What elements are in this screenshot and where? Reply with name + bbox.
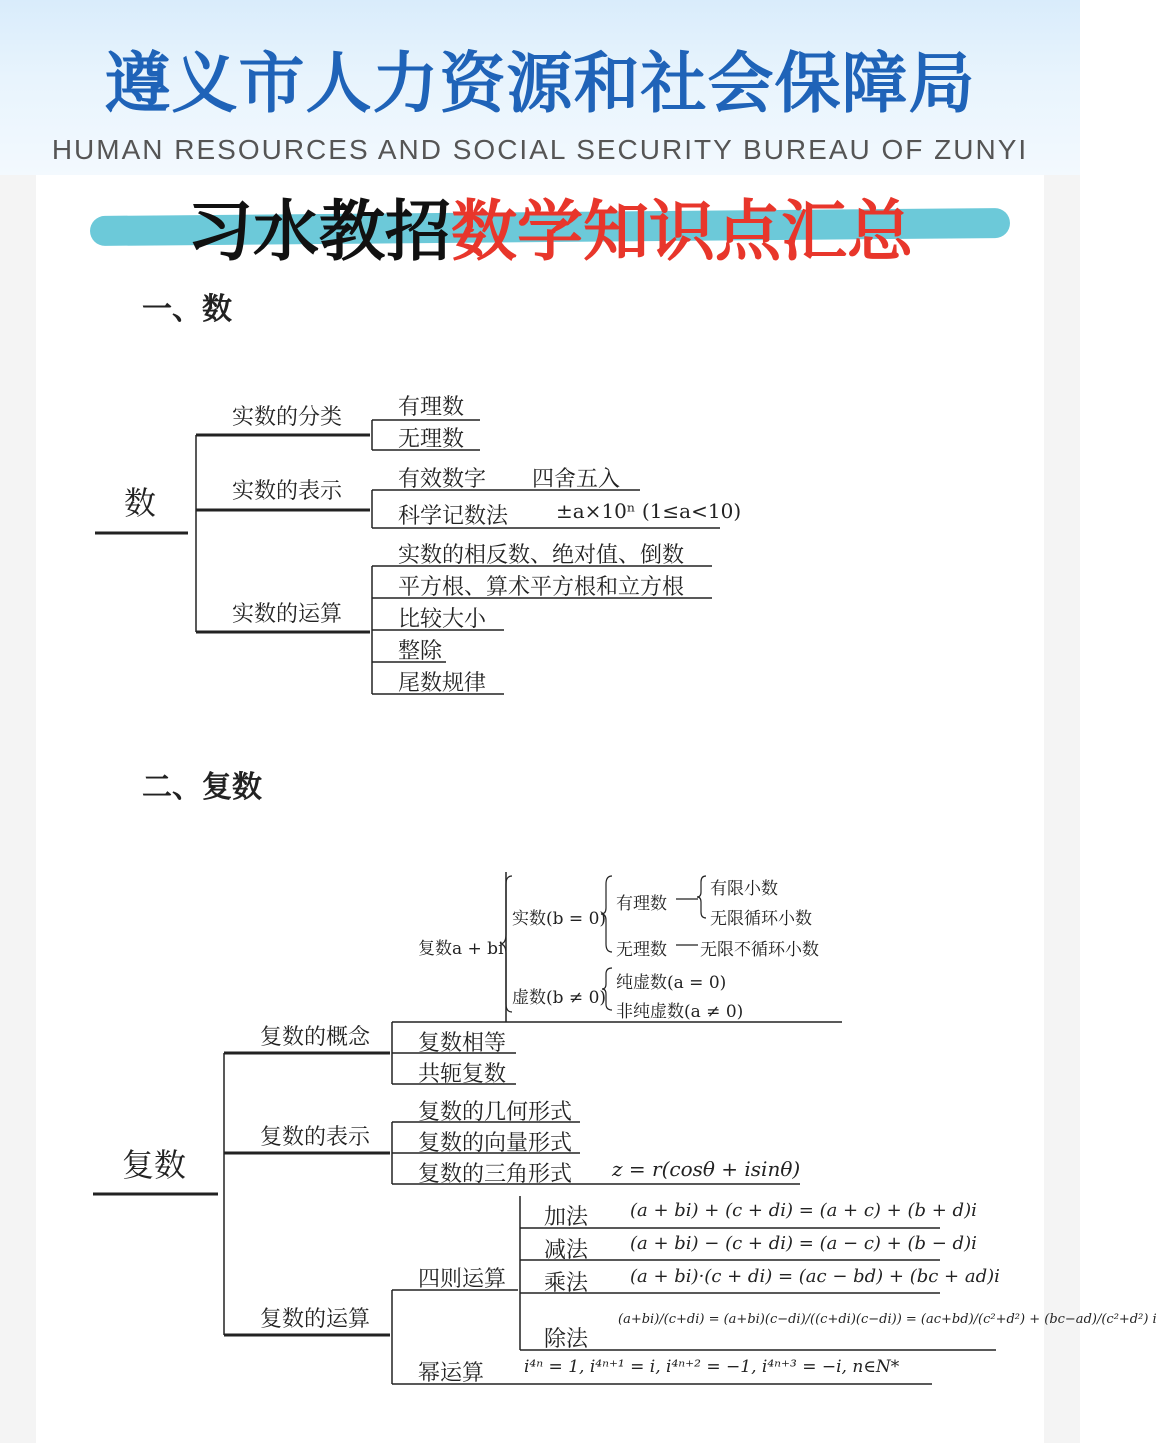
section-heading-number: 一、数 (142, 292, 232, 327)
leaf-op-4: 整除 (398, 639, 443, 664)
node-complex-represent: 复数的表示 (260, 1125, 371, 1150)
formula-power: i⁴ⁿ = 1, i⁴ⁿ⁺¹ = i, i⁴ⁿ⁺² = −1, i⁴ⁿ⁺³ = −i, n∈N* (524, 1357, 900, 1377)
tree-complex: 复数a + bi (418, 939, 504, 959)
tree-repeating-decimal: 无限循环小数 (710, 909, 812, 929)
formula-multiplication: (a + bi)·(c + di) = (ac − bd) + (bc + ad)i (630, 1266, 1000, 1287)
leaf-division: 除法 (544, 1327, 589, 1352)
tree-pure-imaginary: 纯虚数(a = 0) (616, 973, 727, 993)
title-part-black: 习水教招 (187, 193, 451, 270)
leaf-addition: 加法 (544, 1205, 589, 1230)
leaf-conjugate: 共轭复数 (418, 1062, 507, 1087)
tree-finite-decimal: 有限小数 (710, 879, 778, 899)
leaf-significant-figures: 有效数字 (398, 467, 487, 492)
formula-division: (a+bi)/(c+di) = (a+bi)(c−di)/((c+di)(c−di)) = (ac+bd)/(c²+d²) + (bc−ad)/(c²+d²) i (618, 1312, 1157, 1327)
formula-trig: z = r(cosθ + isinθ) (612, 1157, 801, 1181)
organization-name-en: HUMAN RESOURCES AND SOCIAL SECURITY BUREAU OF ZUNYI (51, 134, 1029, 165)
section-heading-complex: 二、复数 (142, 770, 262, 805)
leaf-subtraction: 减法 (544, 1238, 589, 1263)
leaf-rational: 有理数 (398, 395, 465, 420)
leaf-vector-form: 复数的向量形式 (418, 1131, 573, 1156)
leaf-op-3: 比较大小 (398, 607, 487, 632)
tree-nonrepeating-decimal: 无限不循环小数 (700, 940, 819, 960)
tree-imaginary: 虚数(b ≠ 0) (512, 988, 607, 1008)
node-complex-concept: 复数的概念 (260, 1025, 371, 1050)
leaf-irrational: 无理数 (398, 427, 465, 452)
organization-name-cn: 遵义市人力资源和社会保障局 (104, 45, 976, 122)
title-part-red: 数学知识点汇总 (451, 193, 913, 270)
tree-rational: 有理数 (616, 894, 667, 914)
tree-irrational: 无理数 (616, 940, 667, 960)
leaf-complex-equality: 复数相等 (418, 1031, 507, 1056)
leaf-op-2: 平方根、算术平方根和立方根 (398, 575, 685, 600)
leaf-op-5: 尾数规律 (398, 671, 487, 696)
leaf-trig-form: 复数的三角形式 (418, 1162, 573, 1187)
leaf-multiplication: 乘法 (544, 1271, 589, 1296)
tree-real: 实数(b = 0) (512, 909, 607, 929)
formula-subtraction: (a + bi) − (c + di) = (a − c) + (b − d)i (630, 1233, 977, 1254)
tree-nonpure-imaginary: 非纯虚数(a ≠ 0) (616, 1002, 744, 1022)
formula-scientific: ±a×10ⁿ (1≤a<10) (556, 499, 742, 523)
root-node-number: 数 (124, 484, 157, 522)
leaf-power: 幂运算 (418, 1361, 485, 1386)
node-complex-operate: 复数的运算 (260, 1307, 371, 1332)
leaf-rounding: 四舍五入 (532, 467, 621, 492)
formula-addition: (a + bi) + (c + di) = (a + c) + (b + d)i (630, 1200, 977, 1221)
leaf-four-operations: 四则运算 (418, 1267, 507, 1292)
node-real-operate: 实数的运算 (232, 602, 343, 627)
root-node-complex: 复数 (122, 1146, 187, 1184)
leaf-scientific-notation: 科学记数法 (398, 504, 509, 529)
node-real-represent: 实数的表示 (232, 479, 343, 504)
node-real-classify: 实数的分类 (232, 405, 343, 430)
leaf-geometric-form: 复数的几何形式 (418, 1100, 573, 1125)
leaf-op-1: 实数的相反数、绝对值、倒数 (398, 543, 685, 568)
